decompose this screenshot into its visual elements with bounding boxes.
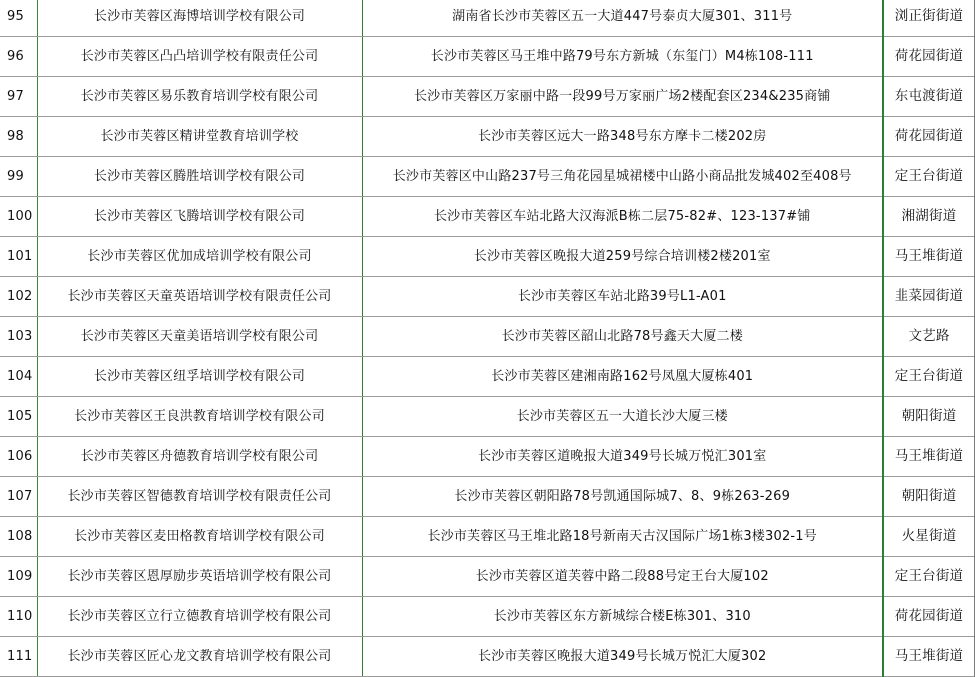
row-number-cell[interactable]: 111 bbox=[0, 637, 37, 677]
street-cell[interactable]: 定王台街道 bbox=[883, 357, 975, 397]
street-cell[interactable]: 马王堆街道 bbox=[883, 237, 975, 277]
institution-name-cell[interactable]: 长沙市芙蓉区智德教育培训学校有限责任公司 bbox=[37, 477, 362, 517]
street-cell[interactable]: 定王台街道 bbox=[883, 557, 975, 597]
institution-name-cell[interactable]: 长沙市芙蓉区恩厚励步英语培训学校有限公司 bbox=[37, 557, 362, 597]
institution-name-cell[interactable]: 长沙市芙蓉区飞腾培训学校有限公司 bbox=[37, 197, 362, 237]
address-cell[interactable]: 长沙市芙蓉区车站北路大汉海派B栋二层75-82#、123-137#铺 bbox=[362, 197, 883, 237]
institution-name-cell[interactable]: 长沙市芙蓉区舟德教育培训学校有限公司 bbox=[37, 437, 362, 477]
row-number-cell[interactable]: 95 bbox=[0, 0, 37, 37]
street-cell[interactable]: 东屯渡街道 bbox=[883, 77, 975, 117]
institution-name-cell[interactable]: 长沙市芙蓉区腾胜培训学校有限公司 bbox=[37, 157, 362, 197]
row-number-cell[interactable]: 109 bbox=[0, 557, 37, 597]
institution-name-cell[interactable]: 长沙市芙蓉区麦田格教育培训学校有限公司 bbox=[37, 517, 362, 557]
table-row bbox=[0, 197, 975, 237]
row-number-cell[interactable]: 100 bbox=[0, 197, 37, 237]
row-number-cell[interactable]: 96 bbox=[0, 37, 37, 77]
table-row bbox=[0, 397, 975, 437]
street-cell[interactable]: 浏正街街道 bbox=[883, 0, 975, 37]
address-cell[interactable]: 长沙市芙蓉区马王堆中路79号东方新城（东玺门）M4栋108-111 bbox=[362, 37, 883, 77]
table-row bbox=[0, 0, 975, 37]
street-cell[interactable]: 荷花园街道 bbox=[883, 37, 975, 77]
street-cell[interactable]: 荷花园街道 bbox=[883, 117, 975, 157]
institution-name-cell[interactable]: 长沙市芙蓉区海博培训学校有限公司 bbox=[37, 0, 362, 37]
table-row bbox=[0, 77, 975, 117]
address-cell[interactable]: 长沙市芙蓉区车站北路39号L1-A01 bbox=[362, 277, 883, 317]
table-row bbox=[0, 317, 975, 357]
address-cell[interactable]: 长沙市芙蓉区道芙蓉中路二段88号定王台大厦102 bbox=[362, 557, 883, 597]
street-cell[interactable]: 火星街道 bbox=[883, 517, 975, 557]
address-cell[interactable]: 长沙市芙蓉区晚报大道259号综合培训楼2楼201室 bbox=[362, 237, 883, 277]
institution-name-cell[interactable]: 长沙市芙蓉区王良洪教育培训学校有限公司 bbox=[37, 397, 362, 437]
address-cell[interactable]: 长沙市芙蓉区马王堆北路18号新南天古汉国际广场1栋3楼302-1号 bbox=[362, 517, 883, 557]
street-cell[interactable]: 朝阳街道 bbox=[883, 397, 975, 437]
address-cell[interactable]: 长沙市芙蓉区韶山北路78号鑫天大厦二楼 bbox=[362, 317, 883, 357]
table-row bbox=[0, 37, 975, 77]
table-row bbox=[0, 477, 975, 517]
institution-name-cell[interactable]: 长沙市芙蓉区精讲堂教育培训学校 bbox=[37, 117, 362, 157]
row-number-cell[interactable]: 103 bbox=[0, 317, 37, 357]
institution-name-cell[interactable]: 长沙市芙蓉区纽孚培训学校有限公司 bbox=[37, 357, 362, 397]
street-cell[interactable]: 马王堆街道 bbox=[883, 637, 975, 677]
address-cell[interactable]: 长沙市芙蓉区远大一路348号东方摩卡二楼202房 bbox=[362, 117, 883, 157]
address-cell[interactable]: 长沙市芙蓉区五一大道长沙大厦三楼 bbox=[362, 397, 883, 437]
row-number-cell[interactable]: 98 bbox=[0, 117, 37, 157]
row-number-cell[interactable]: 108 bbox=[0, 517, 37, 557]
address-cell[interactable]: 长沙市芙蓉区晚报大道349号长城万悦汇大厦302 bbox=[362, 637, 883, 677]
street-cell[interactable]: 韭菜园街道 bbox=[883, 277, 975, 317]
street-cell[interactable]: 湘湖街道 bbox=[883, 197, 975, 237]
table-row bbox=[0, 437, 975, 477]
table-row bbox=[0, 637, 975, 677]
row-number-cell[interactable]: 107 bbox=[0, 477, 37, 517]
address-cell[interactable]: 长沙市芙蓉区道晚报大道349号长城万悦汇301室 bbox=[362, 437, 883, 477]
table-row bbox=[0, 277, 975, 317]
row-number-cell[interactable]: 104 bbox=[0, 357, 37, 397]
table-row bbox=[0, 357, 975, 397]
table-row bbox=[0, 237, 975, 277]
address-cell[interactable]: 长沙市芙蓉区万家丽中路一段99号万家丽广场2楼配套区234&235商铺 bbox=[362, 77, 883, 117]
address-cell[interactable]: 长沙市芙蓉区东方新城综合楼E栋301、310 bbox=[362, 597, 883, 637]
table-row bbox=[0, 517, 975, 557]
street-cell[interactable]: 朝阳街道 bbox=[883, 477, 975, 517]
table-row bbox=[0, 117, 975, 157]
address-cell[interactable]: 长沙市芙蓉区朝阳路78号凯通国际城7、8、9栋263-269 bbox=[362, 477, 883, 517]
institution-name-cell[interactable]: 长沙市芙蓉区匠心龙文教育培训学校有限公司 bbox=[37, 637, 362, 677]
table-row bbox=[0, 597, 975, 637]
row-number-cell[interactable]: 99 bbox=[0, 157, 37, 197]
street-cell[interactable]: 文艺路 bbox=[883, 317, 975, 357]
address-cell[interactable]: 湖南省长沙市芙蓉区五一大道447号泰贞大厦301、311号 bbox=[362, 0, 883, 37]
row-number-cell[interactable]: 105 bbox=[0, 397, 37, 437]
street-cell[interactable]: 荷花园街道 bbox=[883, 597, 975, 637]
institution-name-cell[interactable]: 长沙市芙蓉区天童美语培训学校有限公司 bbox=[37, 317, 362, 357]
institution-name-cell[interactable]: 长沙市芙蓉区易乐教育培训学校有限公司 bbox=[37, 77, 362, 117]
row-number-cell[interactable]: 97 bbox=[0, 77, 37, 117]
row-number-cell[interactable]: 106 bbox=[0, 437, 37, 477]
institution-name-cell[interactable]: 长沙市芙蓉区凸凸培训学校有限责任公司 bbox=[37, 37, 362, 77]
street-cell[interactable]: 马王堆街道 bbox=[883, 437, 975, 477]
row-number-cell[interactable]: 110 bbox=[0, 597, 37, 637]
table-row bbox=[0, 557, 975, 597]
address-cell[interactable]: 长沙市芙蓉区中山路237号三角花园星城裙楼中山路小商品批发城402至408号 bbox=[362, 157, 883, 197]
address-cell[interactable]: 长沙市芙蓉区建湘南路162号凤凰大厦栋401 bbox=[362, 357, 883, 397]
institution-name-cell[interactable]: 长沙市芙蓉区天童英语培训学校有限责任公司 bbox=[37, 277, 362, 317]
table-row bbox=[0, 157, 975, 197]
institution-name-cell[interactable]: 长沙市芙蓉区优加成培训学校有限公司 bbox=[37, 237, 362, 277]
row-number-cell[interactable]: 102 bbox=[0, 277, 37, 317]
institution-name-cell[interactable]: 长沙市芙蓉区立行立德教育培训学校有限公司 bbox=[37, 597, 362, 637]
row-number-cell[interactable]: 101 bbox=[0, 237, 37, 277]
street-cell[interactable]: 定王台街道 bbox=[883, 157, 975, 197]
